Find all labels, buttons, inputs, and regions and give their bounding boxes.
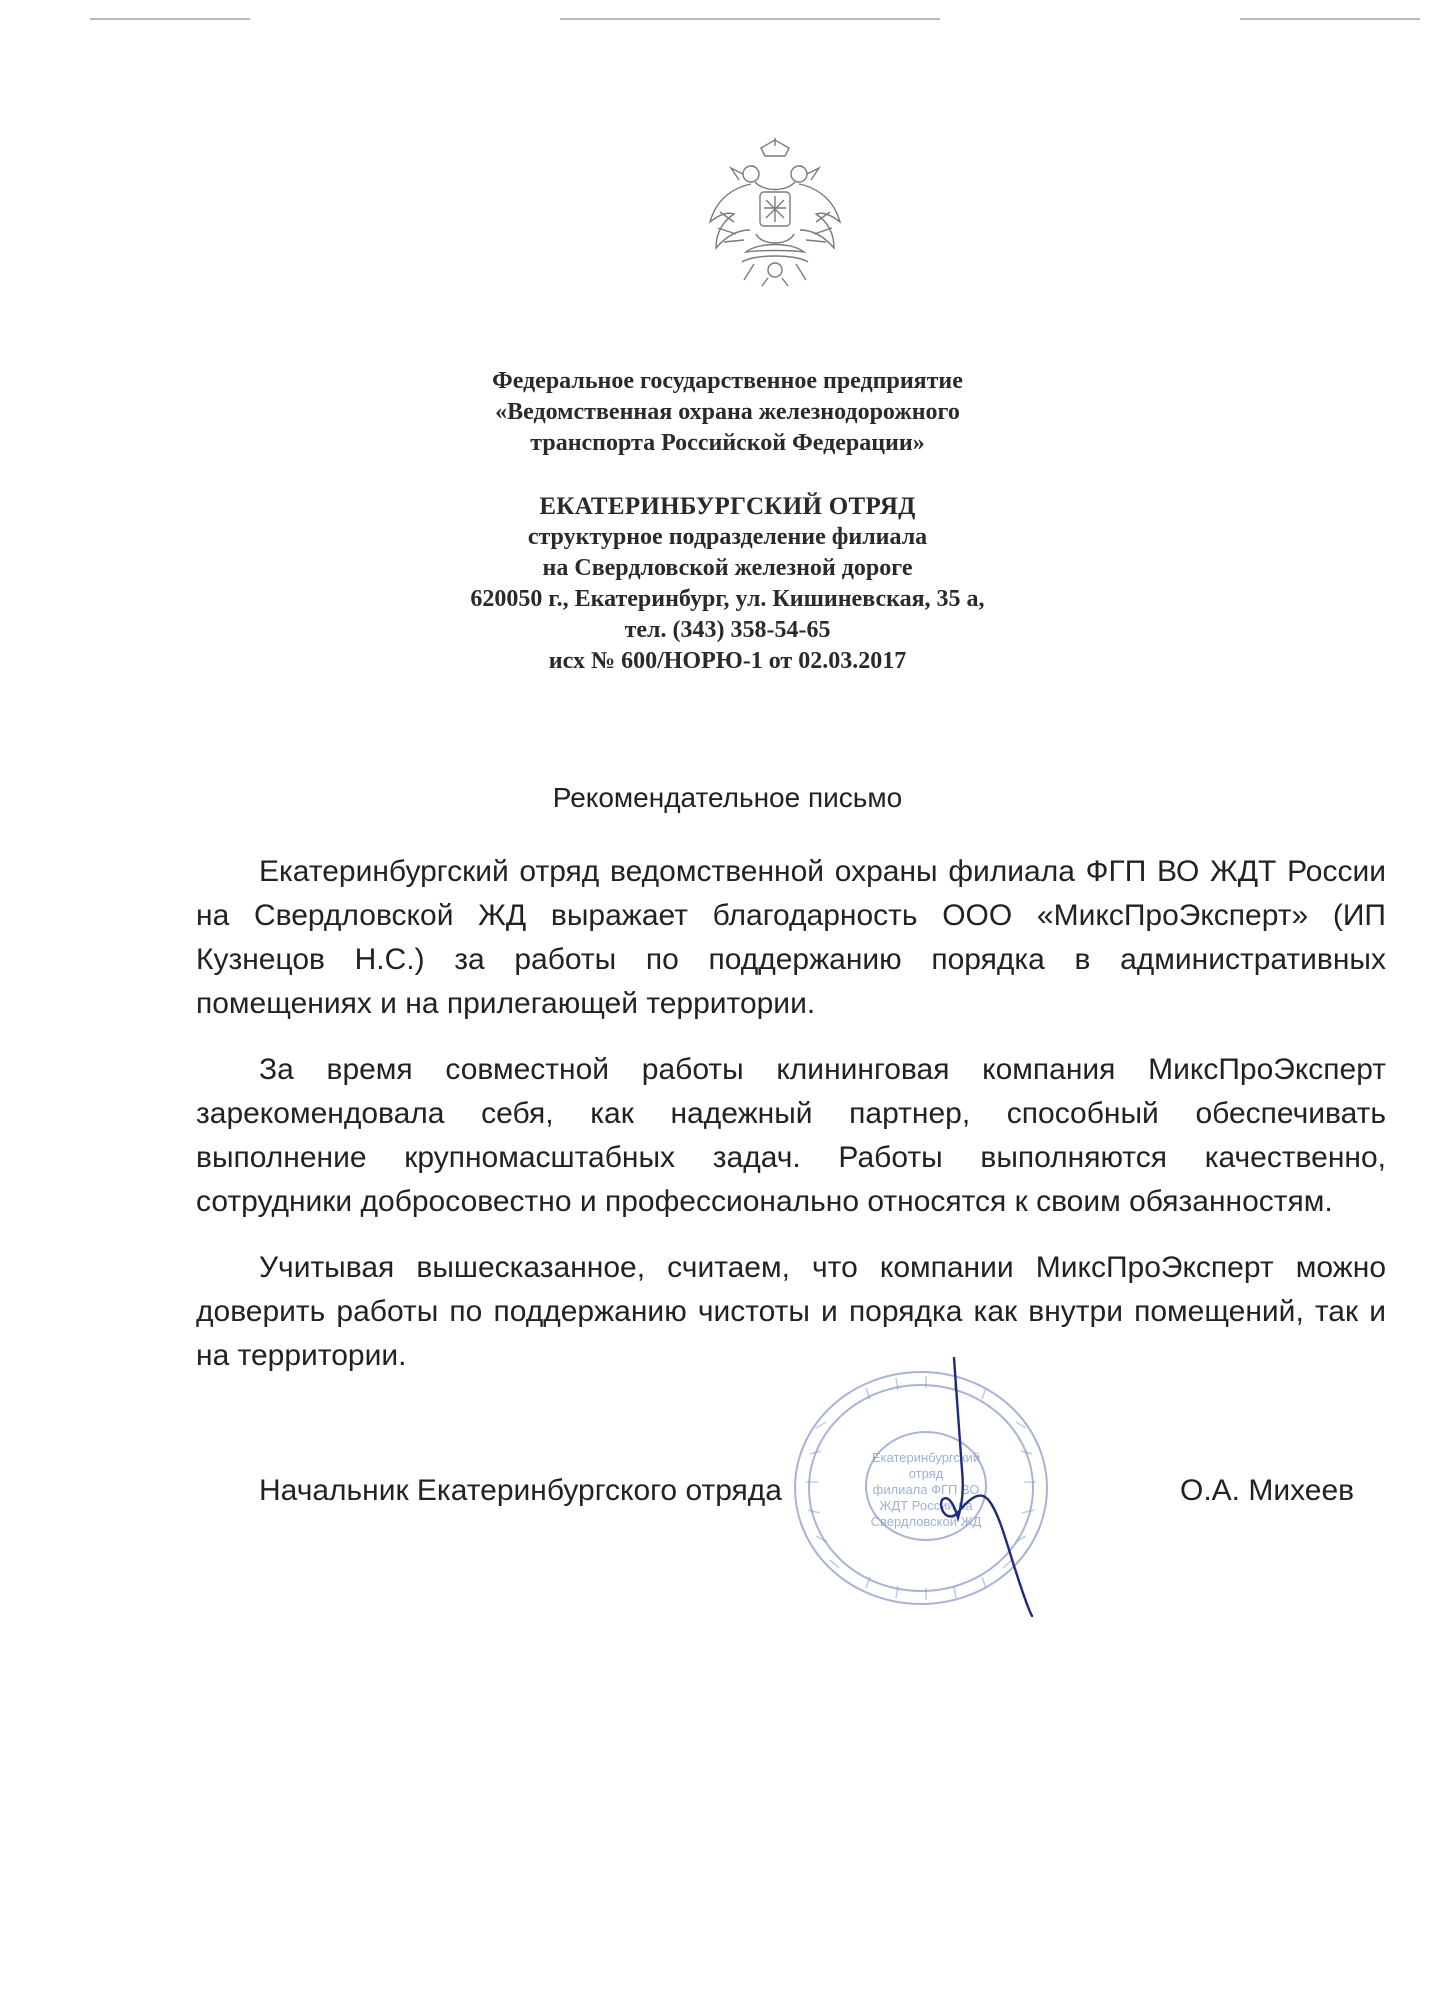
stamp-text-line-4: ЖДТ России на [879, 1498, 973, 1513]
signatory-name: О.А. Михеев [1180, 1474, 1355, 1507]
letter-title: Рекомендательное письмо [552, 782, 903, 813]
letter-paragraph-2: За время совместной работы клининговая компания МиксПроЭксперт зарекомендовала себя, как надежный партнер, способный обеспечивать выполнение крупномасштабных задач. Работы выполняются качественно, сотрудники добросовестно и профессионально относятся к своим обязанностям. [196, 1053, 1386, 1218]
letterhead [300, 366, 1155, 677]
scan-edge-right [1240, 18, 1420, 20]
unit-subdivision-line-2: на Свердловской железной дороге [542, 555, 913, 581]
stamp-text-line-2: отряд [908, 1466, 944, 1481]
letter-paragraph-3: Учитывая вышесказанное, считаем, что компании МиксПроЭксперт можно доверить работы по поддержанию чистоты и порядка как внутри помещений, так и на территории. [196, 1251, 1386, 1372]
letter-paragraph-1: Екатеринбургский отряд ведомственной охраны филиала ФГП ВО ЖДТ России на Свердловской ЖД выражает благодарность ООО «МиксПроЭксперт» (ИП Кузнецов Н.С.) за работы по поддержанию порядка в административных помещениях и на прилегающей территории. [196, 855, 1386, 1020]
signatory-position: Начальник Екатеринбургского отряда [259, 1474, 782, 1507]
unit-subdivision-line-1: структурное подразделение филиала [527, 524, 928, 550]
scan-edge-middle [560, 18, 940, 20]
organization-line-3: транспорта Российской Федерации» [530, 430, 925, 456]
letter-body [196, 850, 1386, 1400]
organization-line-1: Федеральное государственное предприятие [492, 368, 963, 394]
stamp-text-line-1: Екатеринбургский [871, 1450, 981, 1465]
unit-phone: тел. (343) 358-54-65 [624, 617, 831, 643]
unit-address: 620050 г., Екатеринбург, ул. Кишиневская, 35 а, [470, 586, 985, 612]
outgoing-reference: исх № 600/НОРЮ-1 от 02.03.2017 [548, 648, 907, 674]
stamp-text-line-3: филиала ФГП ВО [872, 1482, 980, 1497]
stamp-text-line-5: Свердловской ЖД [870, 1514, 982, 1529]
organization-line-2: «Ведомственная охрана железнодорожного [495, 399, 960, 425]
round-stamp-icon [776, 1358, 1066, 1618]
scan-edge-left [90, 18, 250, 20]
double-headed-eagle-icon [706, 138, 844, 288]
unit-name: ЕКАТЕРИНБУРГСКИЙ ОТРЯД [539, 493, 916, 520]
